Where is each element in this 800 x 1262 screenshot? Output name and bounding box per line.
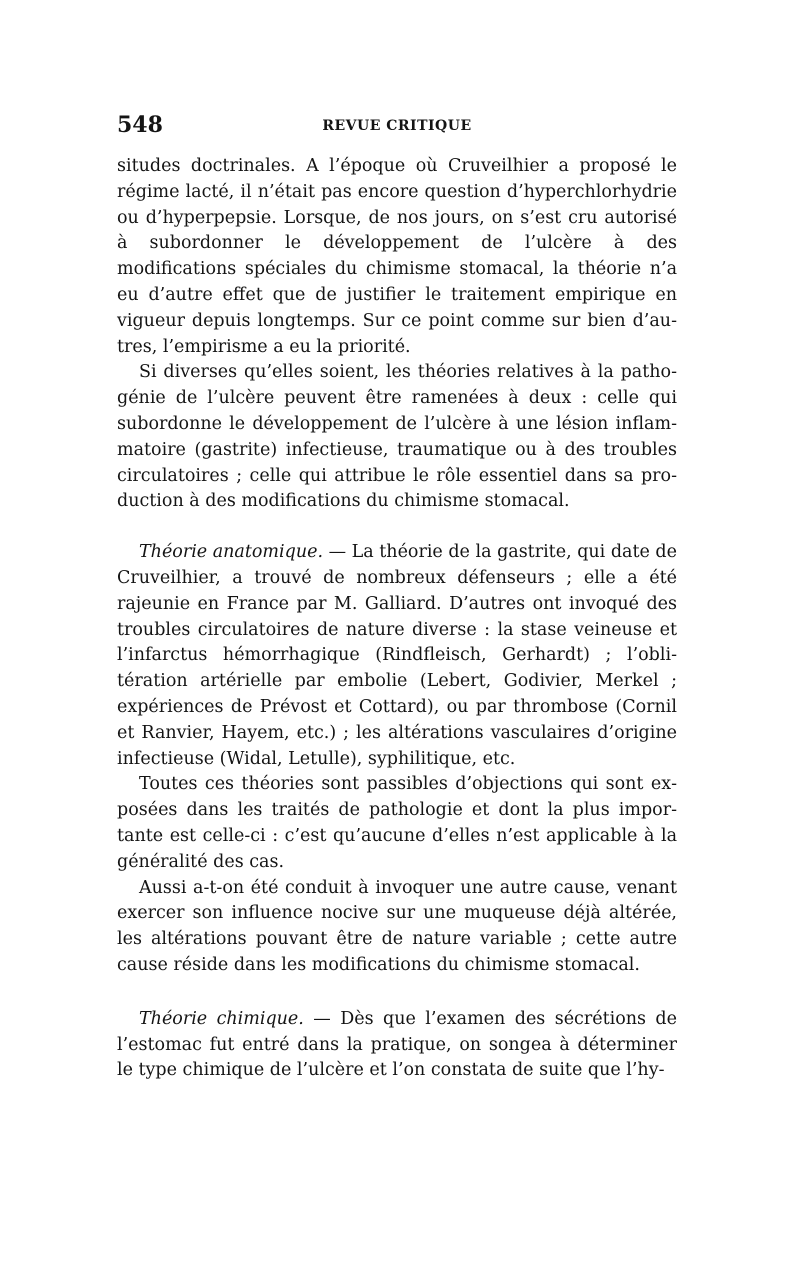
paragraph-theorie-chimique	[117, 1007, 677, 1084]
paragraph-text: — Dès que l’examen des sécrétions de l’estomac fut entré dans la pratique, on songea à déterminer le type chimique de l’ulcère et l’on constata de suite que l’hy-	[117, 1008, 677, 1081]
paragraph-text: situdes doctrinales. A l’époque où Cruveilhier a proposé le régime lacté, il n’était pas encore question d’hyperchlorhydrie ou d’hyperpepsie. Lorsque, de nos jours, on s’est cru autorisé à subordonner le développement de l’ulcère à des modifications spéciales du chimisme stomacal, la théorie n’a eu d’autre effet que de justifier le traitement empirique en vigueur depuis longtemps. Sur ce point comme sur bien d’autres, l’empirisme a eu la priorité.	[117, 156, 677, 357]
paragraph-pathogenie	[117, 360, 677, 515]
running-title: REVUE CRITIQUE	[322, 118, 472, 134]
paragraph-theorie-anatomique	[117, 540, 677, 772]
paragraph-autre-cause	[117, 876, 677, 979]
section-heading: Théorie chimique.	[139, 1008, 304, 1029]
page-number: 548	[117, 112, 163, 138]
section-heading: Théorie anatomique.	[139, 542, 324, 563]
paragraph-text: Aussi a-t-on été conduit à invoquer une autre cause, venant exercer son influence nocive sur une muqueuse déjà altérée, les altérations pouvant être de nature variable ; cette autre cause réside dans les modifications du chimisme stomacal.	[117, 877, 677, 975]
paragraph-text: — La théorie de la gastrite, qui date de Cruveilhier, a trouvé de nombreux défenseurs ; elle a été rajeunie en France par M. Galliard. D’autres ont invoqué des troubles circulatoires de nature diverse : la stase veineuse et l’infarctus hémorrhagique (Rindfleisch, Gerhardt) ; l’oblitération artérielle par embolie (Lebert, Godivier, Merkel ; expériences de Prévost et Cottard), ou par thrombose (Cornil et Ranvier, Hayem, etc.) ; les altérations vasculaires d’origine infectieuse (Widal, Letulle), syphilitique, etc.	[117, 542, 677, 769]
paragraph-text: Toutes ces théories sont passibles d’objections qui sont exposées dans les traités de pathologie et dont la plus importante est celle-ci : c’est qu’aucune d’elles n’est applicable à la généralité des cas.	[117, 774, 677, 872]
paragraph-continuation	[117, 154, 677, 360]
paragraph-objections	[117, 772, 677, 875]
paragraph-text: Si diverses qu’elles soient, les théories relatives à la pathogénie de l’ulcère peuvent être ramenées à deux : celle qui subordonne le développement de l’ulcère à une lésion inflammatoire (gastrite) infectieuse, traumatique ou à des troubles circulatoires ; celle qui attribue le rôle essentiel dans sa production à des modifications du chimisme stomacal.	[117, 362, 677, 512]
page-header	[117, 112, 677, 144]
body-text	[117, 154, 677, 1084]
